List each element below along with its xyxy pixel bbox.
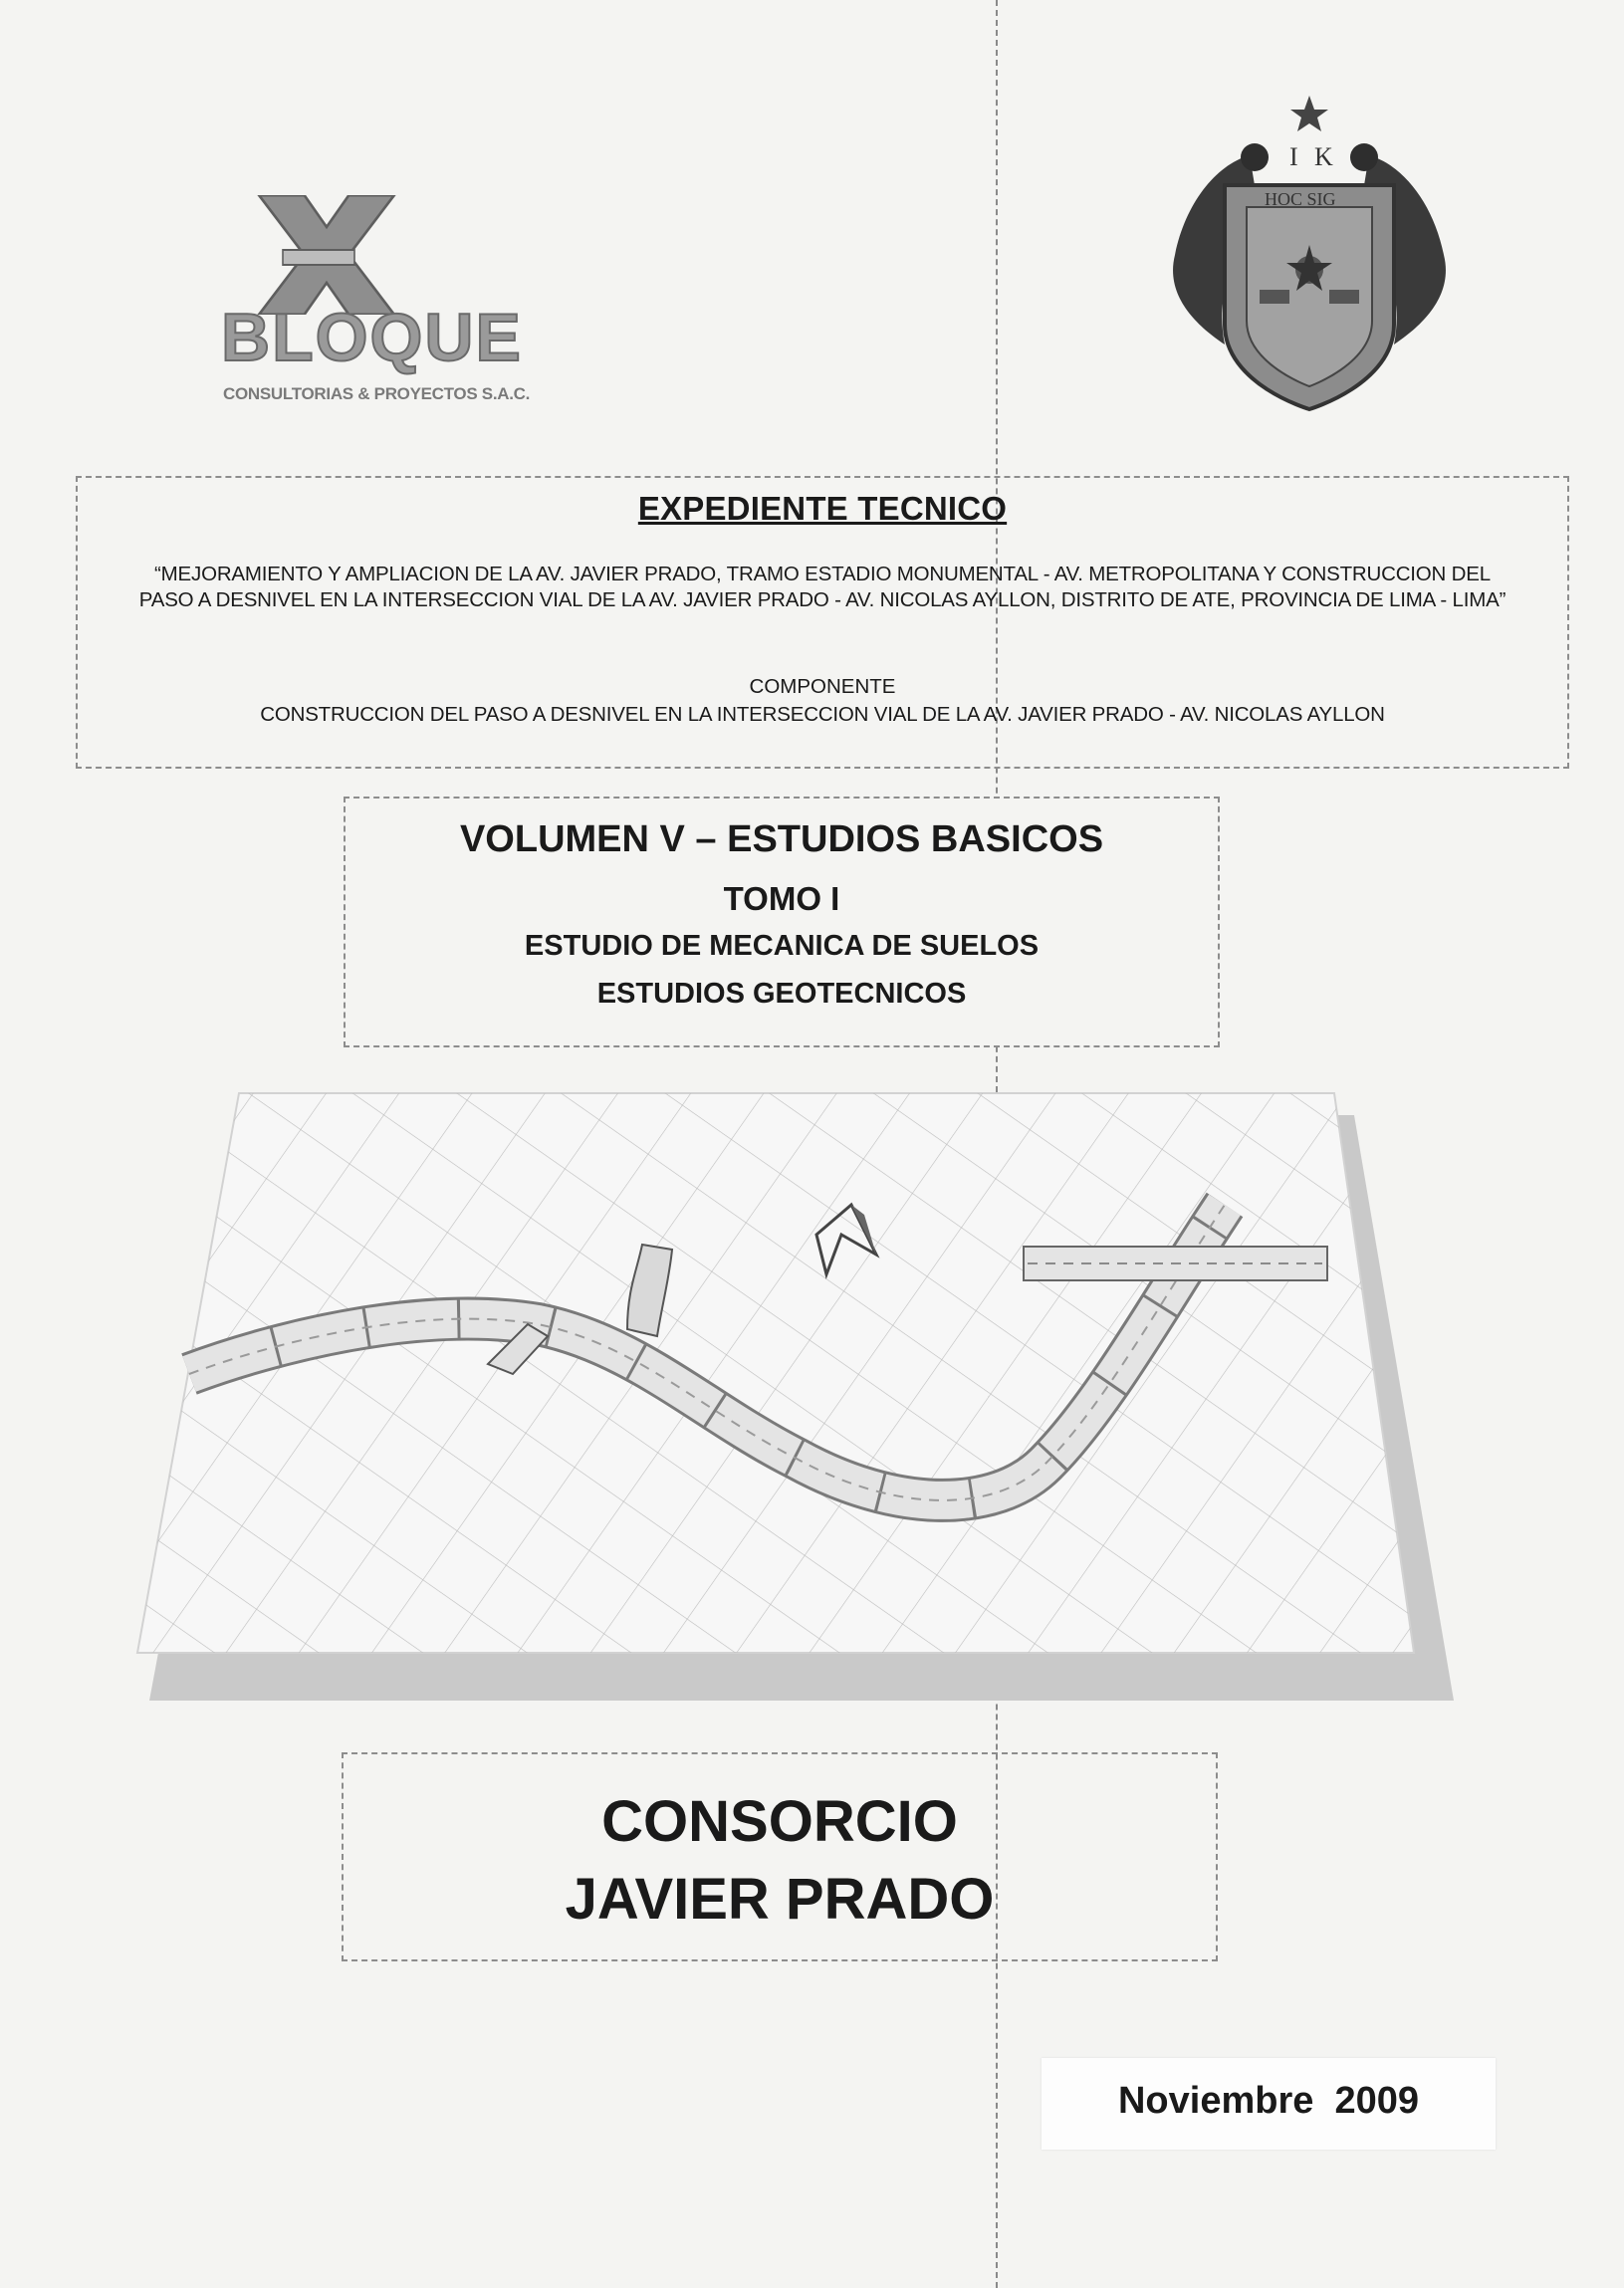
svg-text:HOC SIG: HOC SIG xyxy=(1265,189,1336,209)
road-plan-drawing xyxy=(119,1075,1474,1713)
date-box xyxy=(1042,2058,1496,2150)
volume-line-1: ESTUDIO DE MECANICA DE SUELOS xyxy=(524,930,1040,962)
volume-title: VOLUMEN V – ESTUDIOS BASICOS xyxy=(459,818,1104,860)
consortium-box xyxy=(342,1752,1218,1961)
volume-line-2: ESTUDIOS GEOTECNICOS xyxy=(596,978,967,1010)
svg-text:I: I xyxy=(1289,142,1298,171)
consortium-name-line-2: JAVIER PRADO xyxy=(565,1867,995,1932)
company-logo-name: BLOQUE xyxy=(221,300,523,375)
component-text: CONSTRUCCION DEL PASO A DESNIVEL EN LA INTERSECCION VIAL DE LA AV. JAVIER PRADO - AV. NICOLAS AYLLON xyxy=(260,703,1385,726)
volume-box xyxy=(344,797,1220,1047)
publication-date: Noviembre 2009 xyxy=(1117,2080,1420,2122)
lima-coat-of-arms-icon xyxy=(1155,96,1464,424)
volume-tomo: TOMO I xyxy=(723,880,840,917)
company-logo-subtitle: CONSULTORIAS & PROYECTOS S.A.C. xyxy=(223,384,531,403)
component-label: COMPONENTE xyxy=(749,675,896,698)
expediente-box xyxy=(76,476,1569,769)
expediente-title: EXPEDIENTE TECNICO xyxy=(637,490,1008,527)
svg-text:K: K xyxy=(1314,142,1333,171)
bloque-x-logo-icon xyxy=(225,195,454,315)
project-description: “MEJORAMIENTO Y AMPLIACION DE LA AV. JAVIER PRADO, TRAMO ESTADIO MONUMENTAL - AV. METROPOLITANA Y CONSTRUCCION DEL PASO A DESNIVEL EN LA INTERSECCION VIAL DE LA AV. JAVIER PRADO - AV. NICOLAS AYLLON, DISTRITO DE ATE, PROVINCIA DE LIMA - LIMA” xyxy=(138,563,1507,611)
consortium-name-line-1: CONSORCIO xyxy=(601,1789,958,1854)
